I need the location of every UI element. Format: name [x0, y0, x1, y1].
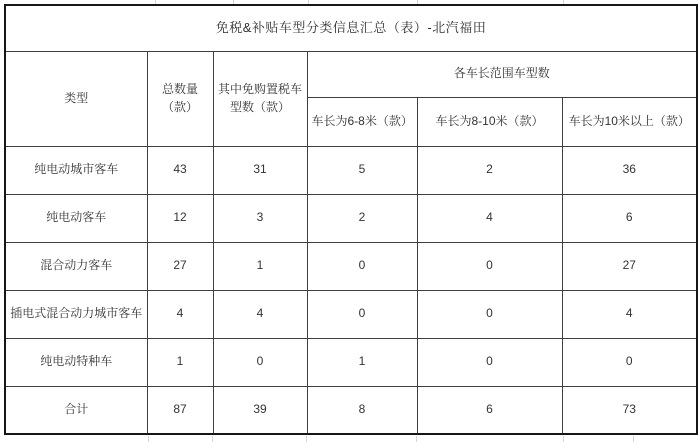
- cell-total: 43: [147, 146, 213, 194]
- row-label: 插电式混合动力城市客车: [5, 290, 147, 338]
- cell-len-8-10: 0: [417, 290, 562, 338]
- cell-total: 12: [147, 194, 213, 242]
- row-label-total: 合计: [5, 386, 147, 434]
- gridline-stub: [633, 436, 634, 442]
- cell-taxfree: 4: [213, 290, 307, 338]
- row-label: 混合动力客车: [5, 242, 147, 290]
- col-header-len-8-10: 车长为8-10米（款）: [417, 97, 562, 146]
- col-header-taxfree-line2: 型数（款）: [229, 99, 290, 114]
- cell-len-6-8: 5: [307, 146, 417, 194]
- table-row: [5, 338, 697, 386]
- cell-len-8-10: 4: [417, 194, 562, 242]
- cell-len-10-plus: 0: [562, 338, 697, 386]
- cell-taxfree: 39: [213, 386, 307, 434]
- cell-taxfree: 3: [213, 194, 307, 242]
- col-header-total-line2: （款）: [161, 99, 198, 114]
- row-label: 纯电动客车: [5, 194, 147, 242]
- cell-len-6-8: 0: [307, 242, 417, 290]
- cell-total: 87: [147, 386, 213, 434]
- col-header-total: [147, 51, 213, 146]
- table-row: [5, 194, 697, 242]
- col-header-len-10-plus: 车长为10米以上（款）: [562, 97, 697, 146]
- title-row: [5, 5, 697, 51]
- table-row-total: [5, 386, 697, 434]
- cell-len-10-plus: 4: [562, 290, 697, 338]
- col-header-total-line1: 总数量: [161, 82, 198, 97]
- table-row: [5, 146, 697, 194]
- cell-len-10-plus: 73: [562, 386, 697, 434]
- cell-taxfree: 31: [213, 146, 307, 194]
- gridline-stub: [416, 436, 417, 442]
- cell-len-6-8: 2: [307, 194, 417, 242]
- table-title: 免税&补贴车型分类信息汇总（表）-北汽福田: [5, 5, 697, 51]
- cell-len-8-10: 2: [417, 146, 562, 194]
- cell-len-10-plus: 27: [562, 242, 697, 290]
- summary-table: [4, 4, 698, 435]
- cell-len-6-8: 8: [307, 386, 417, 434]
- row-label: 纯电动城市客车: [5, 146, 147, 194]
- cell-len-6-8: 1: [307, 338, 417, 386]
- col-header-len-6-8: 车长为6-8米（款）: [307, 97, 417, 146]
- col-header-taxfree-line1: 其中免购置税车: [217, 82, 302, 97]
- cell-len-8-10: 6: [417, 386, 562, 434]
- cell-len-8-10: 0: [417, 338, 562, 386]
- gridline-stub: [212, 436, 213, 442]
- col-header-type: 类型: [5, 51, 147, 146]
- cell-taxfree: 1: [213, 242, 307, 290]
- table-row: [5, 290, 697, 338]
- cell-len-10-plus: 36: [562, 146, 697, 194]
- gridline-stub: [306, 436, 307, 442]
- cell-taxfree: 0: [213, 338, 307, 386]
- cell-len-10-plus: 6: [562, 194, 697, 242]
- row-label: 纯电动特种车: [5, 338, 147, 386]
- cell-total: 4: [147, 290, 213, 338]
- cell-total: 1: [147, 338, 213, 386]
- table-row: [5, 242, 697, 290]
- col-header-length-group: 各车长范围车型数: [307, 51, 697, 97]
- cell-total: 27: [147, 242, 213, 290]
- gridline-stub: [563, 436, 564, 442]
- col-header-taxfree: [213, 51, 307, 146]
- cell-len-6-8: 0: [307, 290, 417, 338]
- gridline-stub: [148, 436, 149, 442]
- header-row-top: [5, 51, 697, 97]
- cell-len-8-10: 0: [417, 242, 562, 290]
